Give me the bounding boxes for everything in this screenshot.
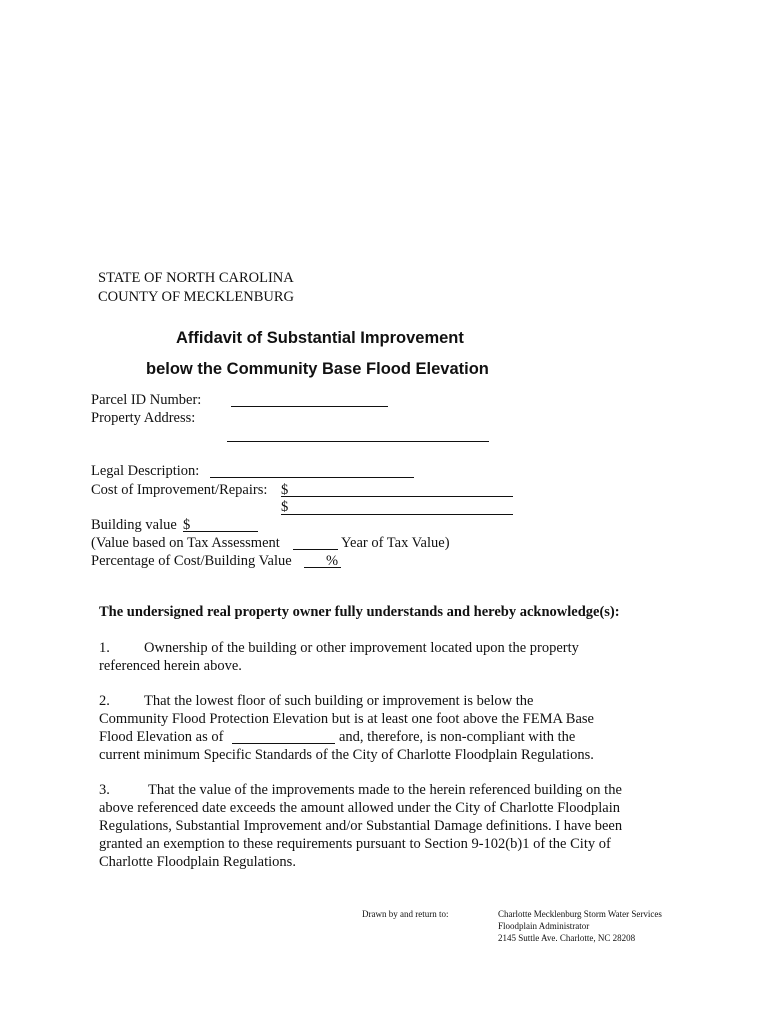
- item-2-number: 2.: [99, 693, 110, 709]
- cost-dollar-2: $: [281, 499, 289, 515]
- item-3-line-2: above referenced date exceeds the amount allowed under the City of Charlotte Floodplain: [99, 800, 621, 816]
- item-2-line-2: Community Flood Protection Elevation but is at least one foot above the FEMA Base: [99, 711, 594, 727]
- percent-sign: %: [326, 553, 339, 569]
- item-3-line-1: That the value of the improvements made to the herein referenced building on the: [148, 782, 622, 798]
- flood-elevation-date-blank[interactable]: [232, 743, 335, 744]
- item-1-number: 1.: [99, 640, 110, 656]
- percentage-label: Percentage of Cost/Building Value: [91, 553, 292, 569]
- county-line: COUNTY OF MECKLENBURG: [98, 289, 295, 305]
- cost-dollar-1: $: [281, 482, 289, 498]
- item-3-line-5: Charlotte Floodplain Regulations.: [99, 854, 296, 870]
- item-3-line-4: granted an exemption to these requirements pursuant to Section 9-102(b)1 of the City of: [99, 836, 611, 852]
- tax-year-blank[interactable]: [293, 549, 338, 550]
- item-2-line-4: current minimum Specific Standards of the City of Charlotte Floodplain Regulations.: [99, 747, 594, 763]
- return-address-line-1: Charlotte Mecklenburg Storm Water Services: [498, 909, 662, 919]
- item-2-line-3a: Flood Elevation as of: [99, 729, 224, 745]
- property-address-label: Property Address:: [91, 410, 196, 426]
- item-1-line-2: referenced herein above.: [99, 658, 242, 674]
- legal-description-blank[interactable]: [210, 477, 414, 478]
- title-line-1: Affidavit of Substantial Improvement: [176, 329, 464, 347]
- acknowledge-heading: The undersigned real property owner fully understands and hereby acknowledge(s):: [99, 604, 620, 620]
- cost-blank-2[interactable]: [281, 514, 513, 515]
- parcel-id-label: Parcel ID Number:: [91, 392, 202, 408]
- item-2-line-1: That the lowest floor of such building or improvement is below the: [144, 693, 534, 709]
- state-line: STATE OF NORTH CAROLINA: [98, 270, 294, 286]
- item-1-line-1: Ownership of the building or other improvement located upon the property: [144, 640, 579, 656]
- building-value-dollar: $: [183, 517, 191, 533]
- value-based-prefix: (Value based on Tax Assessment: [91, 535, 280, 551]
- property-address-blank[interactable]: [227, 441, 489, 442]
- item-3-number: 3.: [99, 782, 110, 798]
- drawn-by-label: Drawn by and return to:: [362, 909, 449, 919]
- parcel-id-blank[interactable]: [231, 406, 388, 407]
- legal-description-label: Legal Description:: [91, 463, 200, 479]
- item-2-line-3b: and, therefore, is non-compliant with the: [339, 729, 576, 745]
- cost-label: Cost of Improvement/Repairs:: [91, 482, 268, 498]
- title-line-2: below the Community Base Flood Elevation: [146, 360, 489, 378]
- return-address-line-3: 2145 Suttle Ave. Charlotte, NC 28208: [498, 933, 636, 943]
- item-3-line-3: Regulations, Substantial Improvement and/or Substantial Damage definitions. I have been: [99, 818, 623, 834]
- building-value-label: Building value: [91, 517, 177, 533]
- value-based-suffix: Year of Tax Value): [341, 535, 450, 551]
- building-value-blank[interactable]: [183, 531, 258, 532]
- return-address-line-2: Floodplain Administrator: [498, 921, 590, 931]
- cost-blank-1[interactable]: [281, 496, 513, 497]
